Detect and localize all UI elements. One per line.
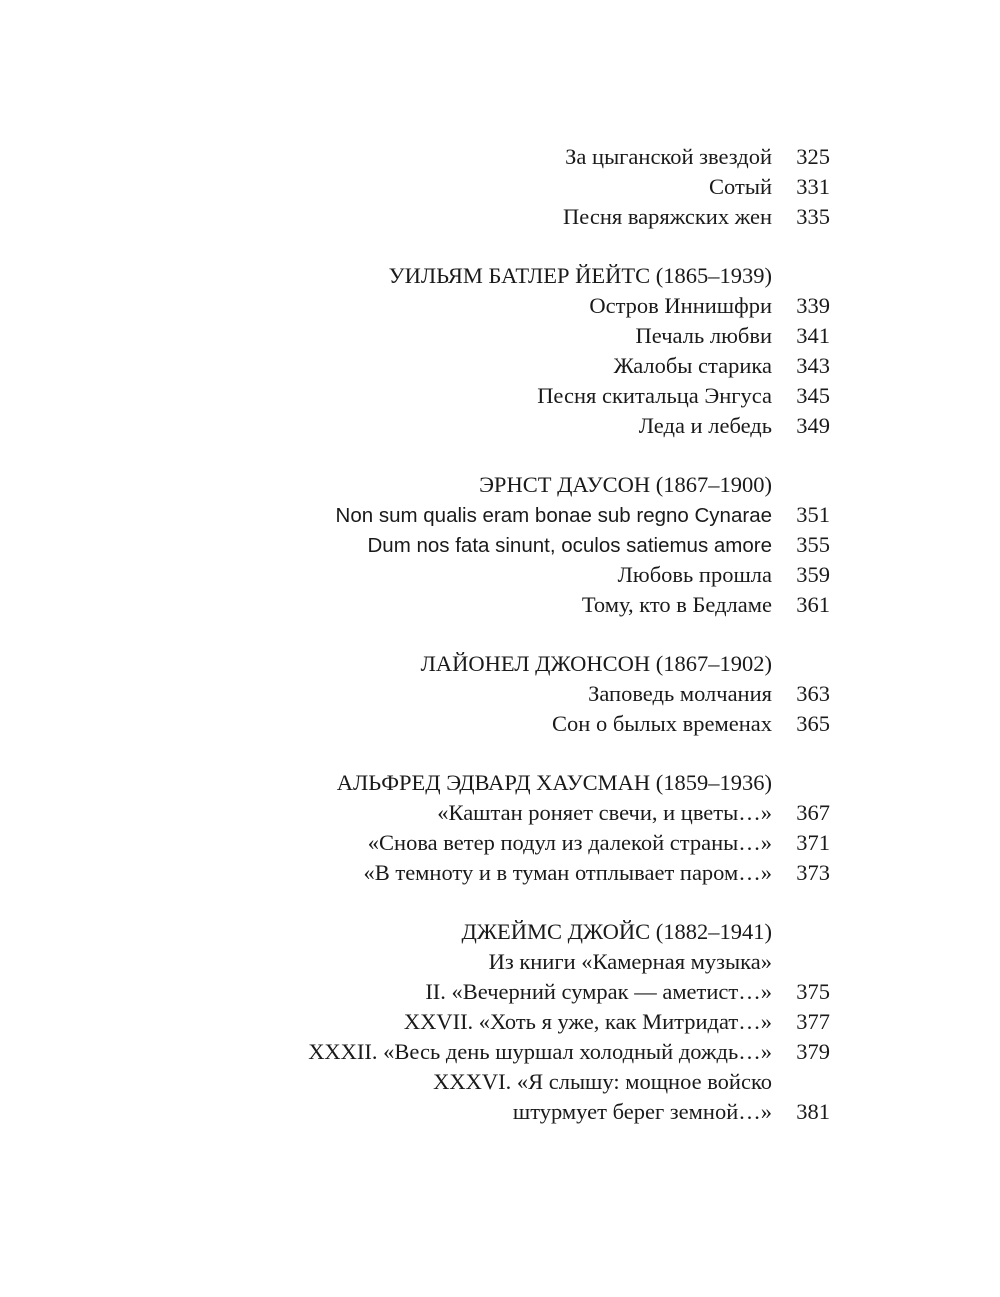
entry-title: XXXVI. «Я слышу: мощное войско [433,1069,772,1094]
toc-entry [0,291,1000,321]
entry-title: «Каштан роняет свечи, и цветы…» [437,800,772,825]
entry-title: штурмует берег земной…» [512,1099,772,1124]
toc-entry [0,798,1000,828]
entry-title: Тому, кто в Бедламе [581,592,772,617]
entry-page: 373 [796,860,830,885]
entry-title: «Снова ветер подул из далекой страны…» [367,830,772,855]
entry-title: Dum nos fata sinunt, oculos satiemus amore [367,534,772,557]
toc-entry [0,411,1000,441]
entry-page: 371 [796,830,830,855]
entry-title: Любовь прошла [617,562,772,587]
entry-page: 331 [796,174,830,199]
toc-entry [0,560,1000,590]
toc-entry [0,1097,1000,1127]
entry-title: Печаль любви [635,323,772,348]
entry-page: 381 [796,1099,830,1124]
entry-title: Сон о былых временах [552,711,772,736]
toc-entry [0,351,1000,381]
author-heading: ЭРНСТ ДАУСОН (1867–1900) [479,472,772,497]
toc-entry [0,142,1000,172]
entry-title: Песня скитальца Энгуса [537,383,772,408]
entry-title: Non sum qualis eram bonae sub regno Cynarae [335,504,772,527]
toc-entry [0,828,1000,858]
toc-section [0,142,1000,232]
toc-entry [0,977,1000,1007]
entry-page: 325 [796,144,830,169]
toc-section [0,917,1000,1127]
toc-entry [0,590,1000,620]
entry-page: 335 [796,204,830,229]
toc-entry [0,172,1000,202]
entry-page: 351 [796,502,830,527]
author-heading: ЛАЙОНЕЛ ДЖОНСОН (1867–1902) [420,651,772,676]
entry-title: Леда и лебедь [638,413,772,438]
toc-entry [0,1067,1000,1097]
table-of-contents [0,142,1000,1156]
toc-section [0,768,1000,888]
toc-entry [0,202,1000,232]
toc-section [0,649,1000,739]
entry-title: Остров Иннишфри [589,293,772,318]
entry-page: 363 [796,681,830,706]
toc-section [0,261,1000,441]
entry-title: Жалобы старика [613,353,772,378]
entry-page: 377 [796,1009,830,1034]
entry-page: 379 [796,1039,830,1064]
entry-title: XXXII. «Весь день шуршал холодный дождь…» [308,1039,772,1064]
entry-page: 361 [796,592,830,617]
entry-page: 367 [796,800,830,825]
entry-page: 343 [796,353,830,378]
author-heading: УИЛЬЯМ БАТЛЕР ЙЕЙТС (1865–1939) [388,263,772,288]
toc-entry [0,858,1000,888]
entry-title: Песня варяжских жен [563,204,772,229]
toc-entry [0,679,1000,709]
toc-entry [0,530,1000,560]
entry-page: 349 [796,413,830,438]
entry-title: «В темноту и в туман отплывает паром…» [363,860,772,885]
toc-entry [0,500,1000,530]
toc-entry [0,381,1000,411]
entry-page: 339 [796,293,830,318]
entry-title: II. «Вечерний сумрак — аметист…» [425,979,772,1004]
entry-page: 359 [796,562,830,587]
author-heading: АЛЬФРЕД ЭДВАРД ХАУСМАН (1859–1936) [336,770,772,795]
entry-title: Сотый [709,174,772,199]
toc-entry [0,709,1000,739]
entry-page: 365 [796,711,830,736]
toc-entry [0,947,1000,977]
toc-entry [0,321,1000,351]
entry-title: Заповедь молчания [588,681,772,706]
entry-page: 345 [796,383,830,408]
toc-section [0,470,1000,620]
entry-page: 355 [796,532,830,557]
entry-page: 375 [796,979,830,1004]
entry-title: XXVII. «Хоть я уже, как Митридат…» [403,1009,772,1034]
entry-page: 341 [796,323,830,348]
entry-title: За цыганской звездой [565,144,772,169]
toc-entry [0,1007,1000,1037]
toc-entry [0,1037,1000,1067]
author-heading: ДЖЕЙМС ДЖОЙС (1882–1941) [461,919,772,944]
entry-title: Из книги «Камерная музыка» [488,949,772,974]
